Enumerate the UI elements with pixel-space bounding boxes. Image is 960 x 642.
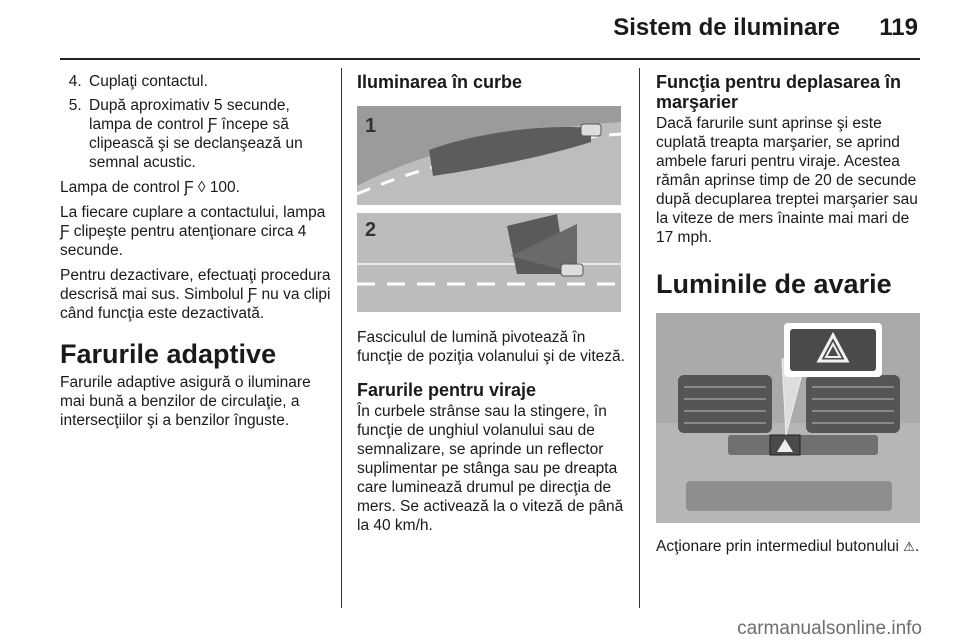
control-lamp-ref: Lampa de control Ƒ ◊ 100. bbox=[60, 179, 240, 196]
page-header-title: Sistem de iluminare bbox=[613, 14, 840, 41]
hazard-operation-paragraph bbox=[656, 537, 922, 557]
beam-pivot-paragraph: Fasciculul de lumină pivotează în funcţie de poziţia volanului şi de viteză. bbox=[357, 329, 625, 365]
ignition-paragraph: La fiecare cuplare a contactului, lampa Ƒ clipeşte pentru atenţionare circa 4 secunde. bbox=[60, 204, 326, 259]
reverse-function-paragraph: Dacă farurile sunt aprinse şi este cuplată treapta marşarier, se aprind ambele faruri pentru viraje. Acestea rămân aprinse timp de 20 de secunde după decuplarea treptei marşarier sau la viteze de mers înainte mai mari de 17 mph. bbox=[656, 115, 918, 246]
watermark: carmanualsonline.info bbox=[737, 618, 922, 639]
figure-panel-2 bbox=[357, 207, 621, 312]
figure-label-2: 2 bbox=[365, 219, 377, 241]
hazard-switch-figure bbox=[656, 313, 920, 523]
hazard-operation-text: Acţionare prin intermediul butonului bbox=[656, 538, 899, 555]
hazard-lights-heading: Luminile de avarie bbox=[656, 269, 892, 299]
button-strip bbox=[728, 435, 878, 455]
column-divider-1 bbox=[341, 68, 342, 608]
left-air-vent bbox=[678, 375, 772, 433]
column-left bbox=[60, 72, 332, 436]
cornering-lights-paragraph: În curbele strânse sau la stingere, în funcţie de unghiul volanului sau de semnalizare, se aprinde un reflector suplimentar pe stânga sau pe dreapta care luminează drumul pe direcţia de mers. Se activează la o viteză de până la 40 km/h. bbox=[357, 403, 624, 534]
adaptive-headlights-heading: Farurile adaptive bbox=[60, 339, 277, 369]
adaptive-headlights-paragraph: Farurile adaptive asigură o iluminare mai bună a benzilor de circulaţie, a intersecţiilor şi a benzilor înguste. bbox=[60, 374, 311, 429]
step-4: 4. Cuplaţi contactul. bbox=[86, 72, 332, 91]
deactivation-paragraph: Pentru dezactivare, efectuaţi procedura descrisă mai sus. Simbolul Ƒ nu va clipi când funcţia este dezactivată. bbox=[60, 267, 331, 322]
right-air-vent bbox=[806, 375, 900, 433]
car-icon-2 bbox=[561, 264, 583, 276]
column-middle bbox=[357, 72, 627, 541]
steps-list bbox=[60, 72, 332, 172]
curve-lighting-heading: Iluminarea în curbe bbox=[357, 72, 523, 92]
cornering-lights-heading: Farurile pentru viraje bbox=[357, 380, 537, 400]
hazard-symbol-icon: ⚠ bbox=[903, 540, 915, 555]
lower-controls bbox=[686, 481, 892, 511]
figure-label-1: 1 bbox=[365, 115, 377, 137]
page-number: 119 bbox=[879, 14, 918, 41]
step-5: 5. După aproximativ 5 secunde, lampa de control Ƒ începe să clipească şi se declanşează un semnal acustic. bbox=[86, 96, 332, 172]
car-icon bbox=[581, 124, 601, 136]
header-rule bbox=[60, 58, 920, 60]
curve-lighting-figure bbox=[357, 106, 621, 312]
sentence-end: . bbox=[914, 538, 920, 555]
panel-separator bbox=[357, 207, 621, 213]
column-divider-2 bbox=[639, 68, 640, 608]
column-right bbox=[656, 72, 922, 563]
reverse-function-heading: Funcţia pentru deplasarea în marşarier bbox=[656, 72, 902, 112]
